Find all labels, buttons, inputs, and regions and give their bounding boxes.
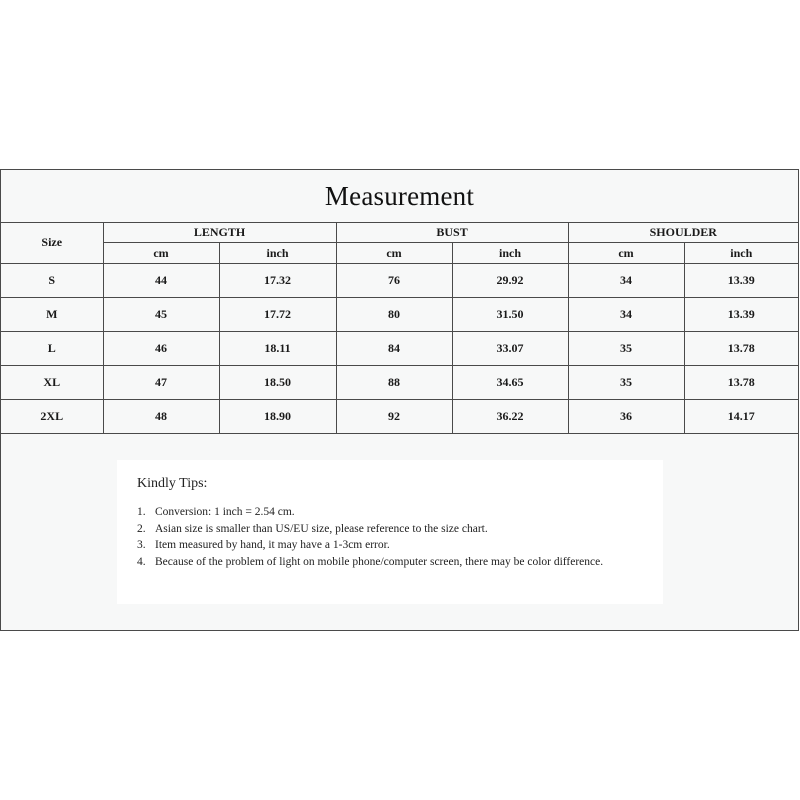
value-cell: 34 (568, 264, 684, 298)
tip-item (137, 504, 643, 521)
tip-number: 4. (137, 555, 146, 568)
value-cell: 33.07 (452, 332, 568, 366)
unit-header-row (1, 243, 798, 264)
size-cell: M (1, 298, 103, 332)
unit-header: cm (568, 243, 684, 264)
table-row (1, 400, 798, 434)
value-cell: 35 (568, 366, 684, 400)
value-cell: 18.90 (219, 400, 336, 434)
unit-header: inch (452, 243, 568, 264)
tip-item (137, 537, 643, 554)
group-header-length: LENGTH (103, 222, 336, 243)
tips-title: Kindly Tips: (137, 476, 208, 491)
title-row (1, 170, 798, 223)
unit-header: inch (684, 243, 798, 264)
value-cell: 34.65 (452, 366, 568, 400)
value-cell: 46 (103, 332, 219, 366)
value-cell: 44 (103, 264, 219, 298)
value-cell: 92 (336, 400, 452, 434)
table-row (1, 332, 798, 366)
tips-list (137, 504, 643, 570)
tip-text: Asian size is smaller than US/EU size, please reference to the size chart. (155, 522, 488, 535)
tip-number: 2. (137, 522, 146, 535)
value-cell: 76 (336, 264, 452, 298)
value-cell: 80 (336, 298, 452, 332)
value-cell: 18.11 (219, 332, 336, 366)
tip-number: 3. (137, 539, 146, 551)
tip-text: Item measured by hand, it may have a 1-3cm error. (155, 539, 390, 551)
tip-item (137, 554, 643, 571)
value-cell: 17.32 (219, 264, 336, 298)
size-cell: XL (1, 366, 103, 400)
tip-number: 1. (137, 506, 146, 518)
value-cell: 47 (103, 366, 219, 400)
value-cell: 13.39 (684, 264, 798, 298)
unit-header: inch (219, 243, 336, 264)
size-header: Size (1, 222, 103, 264)
table-row (1, 298, 798, 332)
unit-header: cm (336, 243, 452, 264)
tip-text: Conversion: 1 inch = 2.54 cm. (155, 506, 295, 518)
value-cell: 13.39 (684, 298, 798, 332)
table-row (1, 264, 798, 298)
value-cell: 36.22 (452, 400, 568, 434)
value-cell: 88 (336, 366, 452, 400)
chart-title: Measurement (324, 180, 475, 211)
size-cell: 2XL (1, 400, 103, 434)
value-cell: 48 (103, 400, 219, 434)
group-header-row (1, 222, 798, 243)
value-cell: 34 (568, 298, 684, 332)
size-cell: L (1, 332, 103, 366)
value-cell: 36 (568, 400, 684, 434)
value-cell: 17.72 (219, 298, 336, 332)
size-table (1, 222, 798, 434)
value-cell: 31.50 (452, 298, 568, 332)
value-cell: 29.92 (452, 264, 568, 298)
group-header-bust: BUST (336, 222, 568, 243)
value-cell: 45 (103, 298, 219, 332)
value-cell: 84 (336, 332, 452, 366)
tip-item (137, 521, 643, 538)
size-cell: S (1, 264, 103, 298)
value-cell: 18.50 (219, 366, 336, 400)
size-chart (0, 169, 799, 631)
table-row (1, 366, 798, 400)
value-cell: 13.78 (684, 332, 798, 366)
tips-box (117, 460, 663, 604)
value-cell: 13.78 (684, 366, 798, 400)
group-header-shoulder: SHOULDER (568, 222, 798, 243)
unit-header: cm (103, 243, 219, 264)
value-cell: 35 (568, 332, 684, 366)
tip-text: Because of the problem of light on mobile phone/computer screen, there may be color difference. (155, 555, 604, 568)
value-cell: 14.17 (684, 400, 798, 434)
